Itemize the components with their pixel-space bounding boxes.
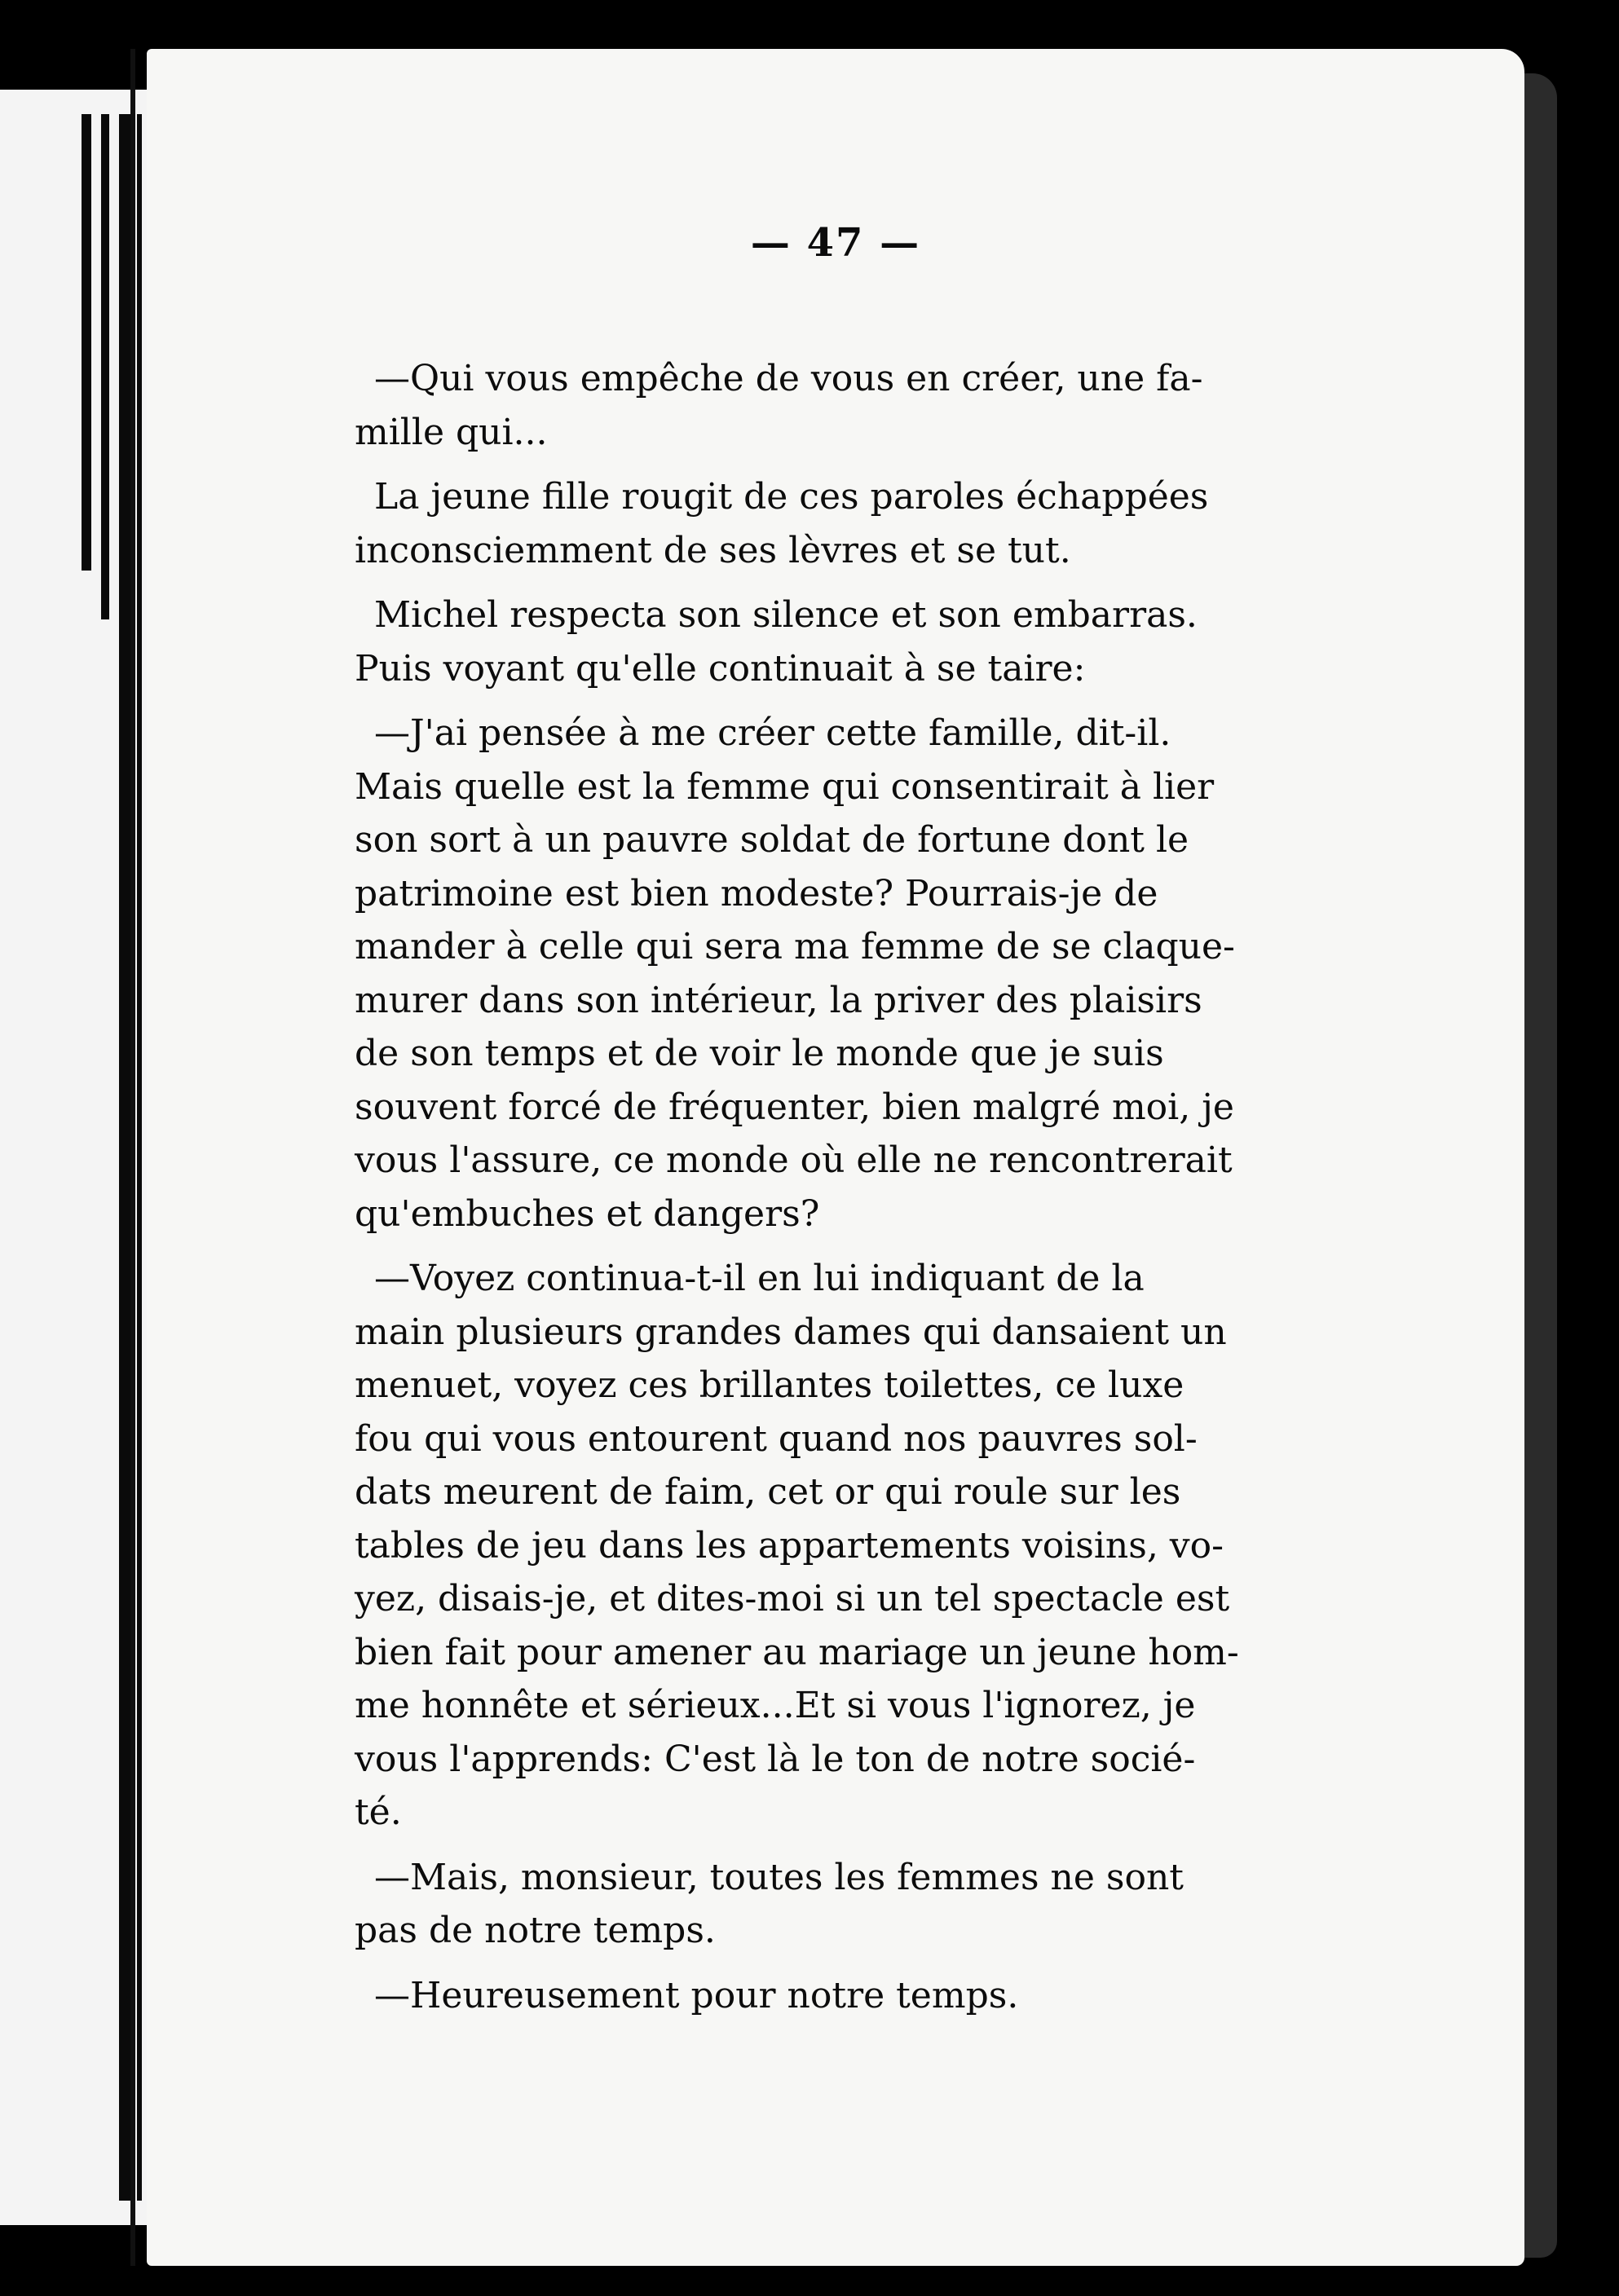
- text-line: tables de jeu dans les appartements voisins, vo-: [355, 1524, 1224, 1567]
- paragraph: [355, 1969, 1524, 2023]
- binding-shadow: [101, 114, 109, 619]
- text-line: de son temps et de voir le monde que je suis: [355, 1033, 1164, 1074]
- binding-shadow: [119, 114, 130, 2201]
- paragraph: [355, 470, 1524, 577]
- text-line: dats meurent de faim, cet or qui roule sur les: [355, 1471, 1181, 1513]
- text-line: Mais quelle est la femme qui consentirait à lier: [355, 765, 1215, 808]
- page-text: [355, 352, 1524, 2034]
- text-line: me honnête et sérieux...Et si vous l'ignorez, je: [355, 1685, 1196, 1726]
- text-line: —Voyez continua-t-il en lui indiquant de la: [374, 1258, 1145, 1299]
- text-line: menuet, voyez ces brillantes toilettes, ce luxe: [355, 1364, 1184, 1406]
- text-line: pas de notre temps.: [355, 1910, 716, 1951]
- paragraph: [355, 1252, 1524, 1840]
- page-fold: [130, 49, 135, 2266]
- text-line: —Mais, monsieur, toutes les femmes ne sont: [374, 1856, 1184, 1898]
- text-line: —Heureusement pour notre temps.: [374, 1974, 1019, 2016]
- text-line: yez, disais-je, et dites-moi si un tel spectacle est: [355, 1578, 1230, 1620]
- text-line: vous l'assure, ce monde où elle ne rencontrerait: [355, 1139, 1233, 1181]
- text-line: inconsciemment de ses lèvres et se tut.: [355, 529, 1071, 571]
- text-line: —Qui vous empêche de vous en créer, une fa-: [374, 358, 1203, 399]
- paragraph: [355, 588, 1524, 695]
- text-line: patrimoine est bien modeste? Pourrais-je de: [355, 872, 1158, 914]
- text-line: murer dans son intérieur, la priver des plaisirs: [355, 979, 1202, 1021]
- text-line: té.: [355, 1791, 402, 1833]
- text-line: Michel respecta son silence et son embarras.: [374, 594, 1198, 636]
- text-line: fou qui vous entourent quand nos pauvres sol-: [355, 1417, 1198, 1460]
- paragraph: [355, 707, 1524, 1241]
- text-line: main plusieurs grandes dames qui dansaient un: [355, 1311, 1227, 1353]
- text-line: mille qui...: [355, 411, 548, 453]
- text-line: La jeune fille rougit de ces paroles échappées: [374, 476, 1209, 518]
- paragraph: [355, 1851, 1524, 1958]
- paragraph: [355, 352, 1524, 459]
- text-line: —J'ai pensée à me créer cette famille, dit-il.: [374, 712, 1171, 754]
- text-line: vous l'apprends: C'est là le ton de notre socié-: [355, 1738, 1196, 1780]
- book-page: [147, 49, 1524, 2266]
- binding-shadow: [82, 114, 91, 571]
- text-line: Puis voyant qu'elle continuait à se taire:: [355, 647, 1086, 690]
- text-line: son sort à un pauvre soldat de fortune dont le: [355, 819, 1189, 861]
- binding-shadow: [137, 114, 142, 2201]
- text-line: mander à celle qui sera ma femme de se claque-: [355, 926, 1235, 967]
- text-line: souvent forcé de fréquenter, bien malgré moi, je: [355, 1086, 1234, 1128]
- page-number: — 47 —: [750, 220, 921, 266]
- text-line: bien fait pour amener au mariage un jeune hom-: [355, 1631, 1239, 1673]
- text-line: qu'embuches et dangers?: [355, 1192, 820, 1235]
